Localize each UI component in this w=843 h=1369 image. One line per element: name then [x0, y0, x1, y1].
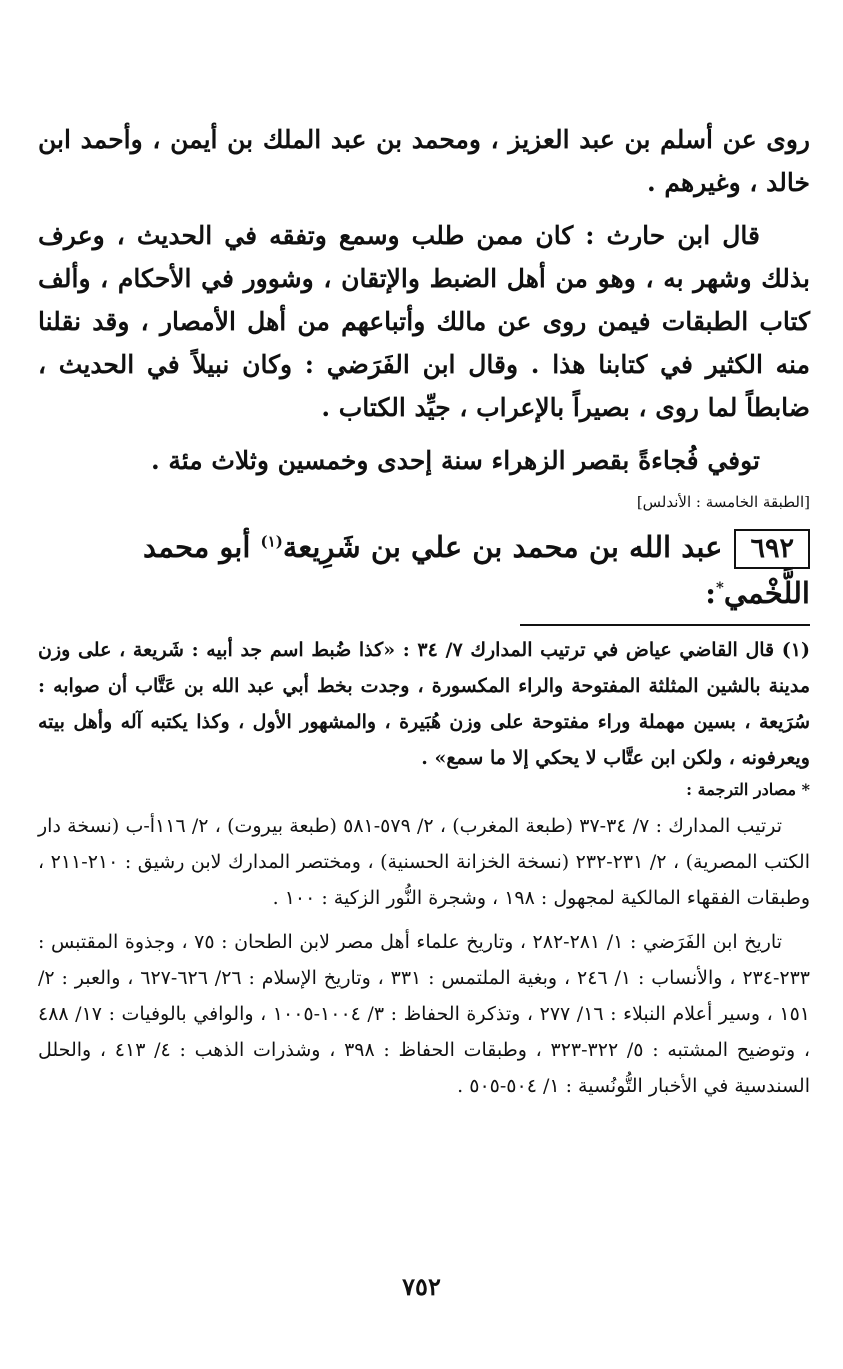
footnote-reference[interactable]: (١): [260, 532, 283, 551]
page-number: ٧٥٢: [402, 1272, 441, 1301]
footnote-divider: [520, 624, 810, 626]
entry-heading: [38, 524, 810, 616]
entry-number: ٦٩٢: [734, 529, 810, 569]
sources-heading: * مصادر الترجمة :: [686, 780, 810, 799]
sources-paragraph: تاريخ ابن الفَرَضي : ١/ ٢٨١-٢٨٢ ، وتاريخ علماء أهل مصر لابن الطحان : ٧٥ ، وجذوة المقتبس : ٢٣٣-٢٣٤ ، والأنساب : ١/ ٢٤٦ ، وبغية الملتمس : ٣٣١ ، وتاريخ الإسلام : ٢٦/ ٦٢٦-٦٢٧ ، والعبر : ٢/ ١٥١ ، وسير أعلام النبلاء : ١٦/ ٢٧٧ ، وتذكرة الحفاظ : ٣/ ١٠٠٤-١٠٠٥ ، والوافي بالوفيات : ١٧/ ٤٨٨ ، وتوضيح المشتبه : ٥/ ٣٢٢-٣٢٣ ، وطبقات الحفاظ : ٣٩٨ ، وشذرات الذهب : ٤/ ٤١٣ ، والحلل السندسية في الأخبار التُّونُسية : ١/ ٥٠٤-٥٠٥ .: [38, 931, 811, 1097]
footnote-text: (١) قال القاضي عياض في ترتيب المدارك ٧/ ٣٤ : «كذا ضُبط اسم جد أبيه : شَريعة ، على وزن مدينة بالشين المثلثة المفتوحة والراء المكسورة ، وجدت بخط أبي عبد الله بن عَتَّاب أن صوابه : سُرَيعة ، بسين مهملة وراء مفتوحة على وزن هُبَيرة ، والمشهور الأول ، وكذا يكتبه آله وأهل بيته ويعرفونه ، ولكن ابن عتَّاب لا يحكي إلا ما سمع» .: [38, 639, 810, 769]
body-paragraph: قال ابن حارث : كان ممن طلب وسمع وتفقه في الحديث ، وعرف بذلك وشهر به ، وهو من أهل الضبط والإتقان ، وشوور في الأحكام ، وألف كتاب الطبقات فيمن روى عن مالك وأتباعهم من أهل الأمصار ، وقد نقلنا منه الكثير في كتابنا هذا . وقال ابن الفَرَضي : وكان نبيلاً في الحديث ، ضابطاً لما روى ، بصيراً بالإعراب ، جيِّد الكتاب .: [38, 221, 810, 422]
entry-name: عبد الله بن محمد بن علي بن شَرِيعة: [282, 530, 723, 564]
body-paragraph: توفي فُجاءةً بقصر الزهراء سنة إحدى وخمسين وثلاث مئة .: [150, 446, 760, 475]
page-content: [38, 118, 810, 1104]
section-tag: [الطبقة الخامسة : الأندلس]: [636, 493, 810, 511]
entry-colon: :: [705, 576, 716, 610]
entry-name-end: أبو محمد اللَّخْمي: [142, 530, 810, 610]
body-paragraph: روى عن أسلم بن عبد العزيز ، ومحمد بن عبد الملك بن أيمن ، وأحمد ابن خالد ، وغيرهم .: [38, 125, 810, 197]
sources-star: *: [715, 578, 724, 597]
sources-paragraph: ترتيب المدارك : ٧/ ٣٤-٣٧ (طبعة المغرب) ، ٢/ ٥٧٩-٥٨١ (طبعة بيروت) ، ٢/ ١١٦أ-ب (نسخة دار الكتب المصرية) ، ٢/ ٢٣١-٢٣٢ (نسخة الخزانة الحسنية) ، ومختصر المدارك لابن رشيق : ٢١٠-٢١١ ، وطبقات الفقهاء المالكية لمجهول : ١٩٨ ، وشجرة النُّور الزكية : ١٠٠ .: [38, 815, 810, 909]
